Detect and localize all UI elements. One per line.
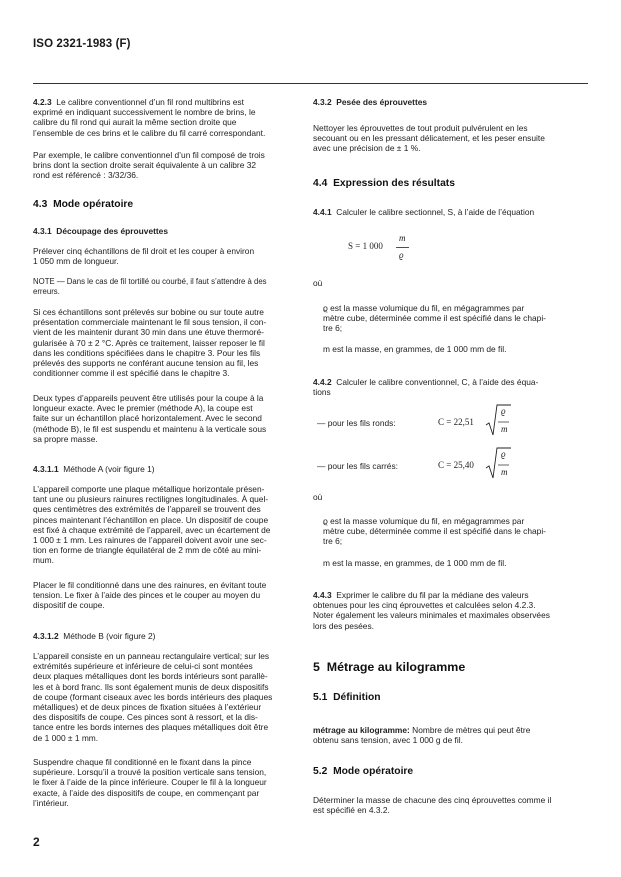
- text-line: mètre cube, déterminée comme il est spécifié dans le chapi-: [323, 313, 546, 324]
- text-line: Calculer le calibre conventionnel, C, à l’aide des équa-: [336, 377, 539, 387]
- sqrt-sign-icon: [485, 446, 513, 480]
- text-line: conditionner comme il est spécifié dans le chapitre 3.: [33, 368, 230, 379]
- paragraph-methode-b: [33, 651, 288, 743]
- text-line: des dispositifs de coupe. Ces pinces sont à ressort, et la dis-: [33, 712, 258, 723]
- paragraph-4-4-1: [313, 207, 534, 217]
- definition-term: métrage au kilogramme:: [313, 725, 410, 735]
- section-number: 4.3: [33, 199, 48, 210]
- fraction-denominator: m: [501, 467, 508, 477]
- section-title: Méthode A (voir figure 1): [63, 464, 155, 474]
- text-ou: où: [313, 278, 323, 288]
- paragraph-4-2-3: [33, 97, 288, 138]
- text-line: faite sur un échantillon placé horizontalement. Avec le second: [33, 413, 262, 424]
- text-line: dans les conditions spécifiées dans le chapitre 3. Pour les fils: [33, 347, 261, 358]
- text-line: L’appareil consiste en un panneau rectangulaire vertical; sur les: [33, 651, 270, 661]
- equation-lhs: C = 22,51: [438, 417, 474, 427]
- paragraph-definition: [313, 725, 578, 745]
- paragraph-prelever: [33, 246, 288, 266]
- section-title: Mode opératoire: [53, 199, 134, 210]
- text-line: de coupe (formant ciseaux avec les bords intérieurs des plaques: [33, 691, 273, 702]
- text-line: Calculer le calibre sectionnel, S, à l’aide de l’équation: [336, 207, 535, 217]
- paragraph-4-4-3: [313, 590, 578, 631]
- text-line: ϱ est la masse volumique du fil, en mégagrammes par: [323, 516, 525, 526]
- text-line: tant une ou plusieurs rainures rectilignes longitudinales. À quel-: [33, 494, 269, 505]
- section-title: Méthode B (voir figure 2): [63, 631, 156, 641]
- paragraph-determiner: [313, 795, 578, 815]
- fraction-numerator: m: [399, 233, 406, 243]
- text-line: tion en forme de triangle équilatéral de 2 mm de côté au mini-: [33, 545, 262, 556]
- text-line: tre 6;: [323, 536, 343, 547]
- section-title: Pesée des éprouvettes: [336, 97, 428, 107]
- text-line: obtenu sans tension, avec 1 000 g de fil.: [313, 735, 463, 746]
- text-line: 1 050 mm de longueur.: [33, 256, 119, 267]
- text-line: supérieure. Lorsqu’il a trouvé la position verticale sans tension,: [33, 767, 267, 778]
- text-line: mètre cube, déterminée comme il est spécifié dans le chapi-: [323, 526, 546, 537]
- section-number: 5: [313, 660, 320, 674]
- text-line: L’appareil comporte une plaque métallique horizontale présen-: [33, 484, 265, 494]
- text-line: Prélever cinq échantillons de fil droit et les couper à environ: [33, 246, 255, 256]
- paragraph-placer: [33, 580, 288, 611]
- text-line: obtenues pour les cinq éprouvettes et calculées selon 4.2.3.: [313, 600, 536, 611]
- heading-5: [313, 660, 465, 674]
- equation-label-carres: — pour les fils carrés:: [317, 461, 398, 471]
- text-line: métalliques) et de deux pinces de fixation situées à l’extérieur: [33, 702, 262, 713]
- section-number: 4.3.1: [33, 226, 52, 236]
- section-number: 4.4.1: [313, 207, 332, 217]
- text-line: tre 6;: [323, 323, 343, 334]
- equation-label-ronds: — pour les fils ronds:: [317, 418, 396, 428]
- text-line: sa propre masse.: [33, 433, 98, 444]
- header-rule: [33, 83, 588, 84]
- paragraph-suspendre: [33, 757, 288, 808]
- text-line: brins dont la section droite serait équivalente à un calibre 32: [33, 160, 257, 171]
- text-line: de 1 000 ± 1 mm.: [33, 732, 99, 743]
- text-line: rond est référencé : 3/32/36.: [33, 170, 139, 181]
- section-number: 4.3.2: [313, 97, 332, 107]
- text-line: l’ensemble de ces brins et le calibre du fil carré correspondant.: [33, 127, 266, 138]
- paragraph-4-4-2: [313, 377, 578, 397]
- definition-rho: [323, 303, 575, 334]
- paragraph-si: [33, 307, 288, 378]
- fraction-denominator: m: [501, 424, 508, 434]
- text-line: Suspendre chaque fil conditionné en le fixant dans la pince: [33, 757, 252, 767]
- section-number: 4.4.2: [313, 377, 332, 387]
- text-ou: où: [313, 492, 323, 502]
- paragraph-nettoyer: [313, 123, 578, 154]
- equation-lhs: S = 1 000: [348, 241, 383, 251]
- text-line: avec une précision de ± 1 %.: [313, 143, 421, 154]
- section-number: 4.3.1.2: [33, 631, 59, 641]
- heading-5-2: [313, 766, 413, 777]
- section-number: 4.4.3: [313, 590, 332, 600]
- text-line: présentation commerciale maintenant le fil sous tension, il con-: [33, 317, 267, 328]
- note: [33, 277, 288, 297]
- fraction-numerator: ϱ: [501, 449, 506, 459]
- paragraph-methode-a: [33, 484, 288, 566]
- text-line: les et à bord franc. Ils sont également munis de deux dispositifs: [33, 681, 269, 692]
- text-line: Noter également les valeurs minimales et maximales observées: [313, 610, 550, 621]
- text-line: tance entre les bords internes des plaques métalliques doit être: [33, 722, 269, 733]
- text-line: gularisée à 70 ± 2 °C. Après ce traitement, laisser reposer le fil: [33, 337, 265, 348]
- text-line: Exprimer le calibre du fil par la médiane des valeurs: [336, 590, 529, 600]
- text-line: secouant ou en les pressant délicatement, et les peser ensuite: [313, 133, 545, 144]
- paragraph-example: [33, 150, 288, 181]
- text-line: Placer le fil conditionné dans une des rainures, en évitant toute: [33, 580, 267, 590]
- sqrt-sign-icon: [485, 403, 513, 437]
- section-title: Expression des résultats: [333, 178, 455, 189]
- text-line: Par exemple, le calibre conventionnel d’un fil composé de trois: [33, 150, 265, 160]
- text-line: prélevés des supports ne conférant aucune tension au fil, les: [33, 358, 259, 369]
- section-number: 5.1: [313, 692, 328, 703]
- page-number: 2: [33, 835, 40, 849]
- text-line: vient de les maintenir durant 30 min dans une étuve thermoré-: [33, 327, 264, 338]
- text-line: erreurs.: [33, 287, 60, 297]
- text-line: ques centimètres des extrémités de l’appareil se trouvent des: [33, 504, 261, 515]
- heading-4-4: [313, 178, 455, 189]
- heading-5-1: [313, 692, 381, 703]
- heading-4-3: [33, 199, 133, 210]
- section-title: Définition: [333, 692, 381, 703]
- text-line: Nettoyer les éprouvettes de tout produit pulvérulent en les: [313, 123, 528, 133]
- text-line: lors des pesées.: [313, 620, 374, 631]
- text-line: longueur exacte. Avec le premier (méthode A), la coupe est: [33, 403, 253, 414]
- text-line: 1 000 ± 1 mm. Les rainures de l’appareil doivent avoir une sec-: [33, 535, 267, 546]
- equation-lhs: C = 25,40: [438, 460, 474, 470]
- text-line: calibre du fil rond qui aurait la même section droite que: [33, 117, 237, 128]
- document-header: ISO 2321-1983 (F): [33, 38, 131, 50]
- text-line: le fixer à l’aide de la pince inférieure. Couper le fil à la longueur: [33, 777, 267, 788]
- text-line: est fixé à chaque extrémité de l’appareil, avec un écartement de: [33, 524, 271, 535]
- text-line: m est la masse, en grammes, de 1 000 mm de fil.: [323, 344, 507, 354]
- section-number: 5.2: [313, 766, 328, 777]
- definition-m: [323, 344, 575, 354]
- definition-rho: [323, 516, 575, 547]
- text-line: (méthode B), le fil est suspendu et maintenu à la verticale sous: [33, 423, 267, 434]
- heading-4-3-2: [313, 97, 427, 107]
- section-title: Découpage des éprouvettes: [56, 226, 168, 236]
- heading-4-3-1-1: [33, 464, 155, 474]
- text-line: dispositif de coupe.: [33, 600, 105, 611]
- text-line: Deux types d’appareils peuvent être utilisés pour la coupe à la: [33, 393, 264, 403]
- text-line: Le calibre conventionnel d’un fil rond multibrins est: [56, 97, 244, 107]
- text-line: exprimé en indiquant successivement le nombre de brins, le: [33, 107, 256, 118]
- text-line: mum.: [33, 555, 54, 566]
- text-line: Nombre de mètres qui peut être: [412, 725, 531, 735]
- text-line: tions: [313, 387, 331, 398]
- text-line: exacte, à l’aide des dispositifs de coupe, en commençant par: [33, 787, 260, 798]
- fraction-denominator: ϱ: [399, 250, 404, 260]
- section-number: 4.4: [313, 178, 328, 189]
- text-line: Déterminer la masse de chacune des cinq éprouvettes comme il: [313, 795, 552, 805]
- text-line: Si ces échantillons sont prélevés sur bobine ou sur toute autre: [33, 307, 264, 317]
- section-title: Mode opératoire: [333, 766, 414, 777]
- fraction-bar: [396, 246, 410, 249]
- text-line: pinces maintenant l’échantillon en place. Un dispositif de coupe: [33, 514, 269, 525]
- text-line: m est la masse, en grammes, de 1 000 mm de fil.: [323, 558, 507, 568]
- section-number: 4.3.1.1: [33, 464, 59, 474]
- section-number: 4.2.3: [33, 97, 52, 107]
- text-line: tension. Le fixer à l’aide des pinces et le couper au moyen du: [33, 590, 261, 601]
- text-line: l’intérieur.: [33, 797, 69, 808]
- heading-4-3-1: [33, 226, 168, 236]
- text-line: ϱ est la masse volumique du fil, en mégagrammes par: [323, 303, 525, 313]
- heading-4-3-1-2: [33, 631, 155, 641]
- paragraph-deux-types: [33, 393, 288, 444]
- definition-m: [323, 558, 575, 568]
- section-title: Métrage au kilogramme: [326, 660, 466, 674]
- text-line: NOTE — Dans le cas de fil tortillé ou courbé, il faut s’attendre à des: [33, 277, 267, 286]
- text-line: est spécifié en 4.3.2.: [313, 805, 390, 816]
- text-line: deux plaques métalliques dont les bords intérieurs sont parallè-: [33, 671, 268, 682]
- text-line: extrémités supérieure et inférieure de celui-ci sont montées: [33, 661, 253, 672]
- fraction-numerator: ϱ: [501, 406, 506, 416]
